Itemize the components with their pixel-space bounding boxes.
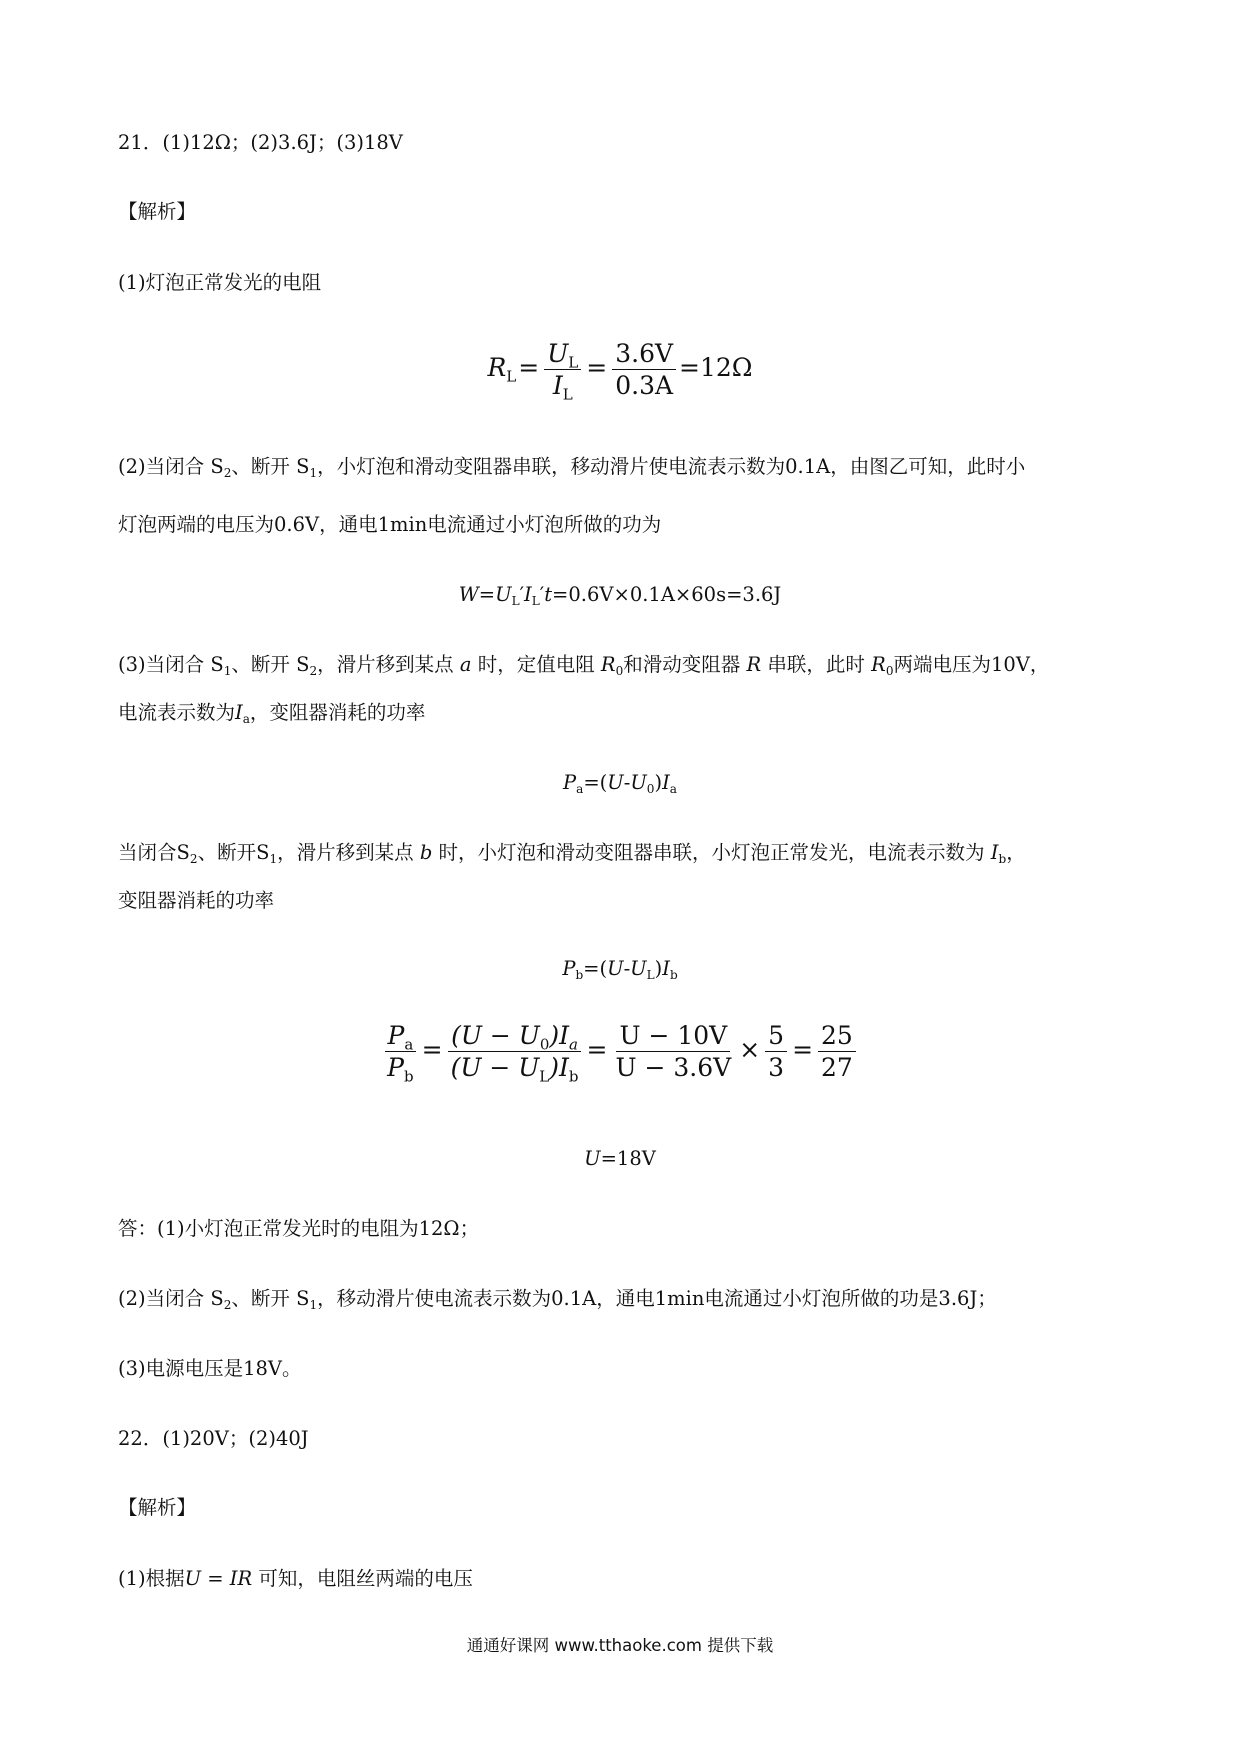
q22-heading: 22．(1)20V；(2)40J (118, 1427, 309, 1450)
q21-part2-line1: (2)当闭合 $S_2$、断开 $S_1$，小灯泡和滑动变阻器串联，移动滑片使电流表示数为0.1A，由图乙可知，此时小 (118, 455, 1026, 481)
equation-voltage: U=18V (584, 1147, 656, 1170)
fraction-symbolic: $\frac{(U - U_0)I_a}{(U - U_L)I_b}$ (448, 1022, 582, 1081)
fraction-pa-pb: $\frac{P_a}{P_b}$ (384, 1022, 416, 1081)
formula-ohm-law: U = IR (184, 1567, 253, 1590)
q21-part2-line2: 灯泡两端的电压为0.6V，通电1min电流通过小灯泡所做的功为 (118, 513, 662, 536)
q21-answer-1: 答：(1)小灯泡正常发光时的电阻为12Ω； (118, 1217, 480, 1240)
equation-resistance: $R_L=$ $\frac{U_L}{I_L}$ = $\frac{3.6V}{0.3A}$ =12Ω (487, 339, 753, 403)
equation-power-b: $P_b=(U-U_L)I_b$ (562, 957, 678, 983)
q21-answer-2: (2)当闭合 $S_2$、断开 $S_1$，移动滑片使电流表示数为0.1A，通电1min电流通过小灯泡所做的功是3.6J； (118, 1287, 997, 1313)
fraction-ul-il: $\frac{U_L}{I_L}$ (544, 340, 581, 399)
q21-part1-text: (1)灯泡正常发光的电阻 (118, 271, 322, 294)
q21-answer-3: (3)电源电压是18V。 (118, 1357, 302, 1380)
fraction-values: $\frac{3.6V}{0.3A}$ (612, 340, 676, 399)
fraction-result: $\frac{25}{27}$ (818, 1022, 856, 1081)
fraction-numeric: $\frac{U - 10V}{U - 3.6V}$ (615, 1021, 732, 1082)
q21-part4-line1: 当闭合$S_2$、断开$S_1$，滑片移到某点 b 时，小灯泡和滑动变阻器串联，小灯泡正常发光，电流表示数为 $I_b$， (118, 841, 1026, 867)
q21-analysis-label: 【解析】 (118, 200, 197, 223)
q22-part1-text: (1)根据U = IR 可知，电阻丝两端的电压 (118, 1567, 473, 1590)
q21-part3-line2: 电流表示数为$I_a$，变阻器消耗的功率 (118, 701, 426, 727)
q22-analysis-label: 【解析】 (118, 1496, 197, 1519)
equation-power-ratio: $\frac{P_a}{P_b}$ = $\frac{(U - U_0)I_a}{(U - U_L)I_b}$ = $\frac{U - 10V}{U - 3.6V}$ × $\frac{5}{3}$ = $\frac{25}{27}$ (0, 1022, 1240, 1081)
equation-power-a: $P_a=(U-U_0)I_a$ (563, 771, 677, 797)
fraction-five-thirds: $\frac{5}{3}$ (765, 1022, 787, 1081)
q21-heading: 21．(1)12Ω；(2)3.6J；(3)18V (118, 131, 403, 154)
equation-work: $W=U_L'I_L't=0.6V\times 0.1A\times 60s=3.6J$ (458, 583, 782, 609)
page-footer: 通通好课网 www.tthaoke.com 提供下载 (466, 1636, 774, 1655)
q21-part4-line2: 变阻器消耗的功率 (118, 889, 275, 912)
q21-part3-line1: (3)当闭合 $S_1$、断开 $S_2$，滑片移到某点 a 时，定值电阻 $R_0$和滑动变阻器 R 串联，此时 $R_0$两端电压为10V， (118, 653, 1050, 679)
